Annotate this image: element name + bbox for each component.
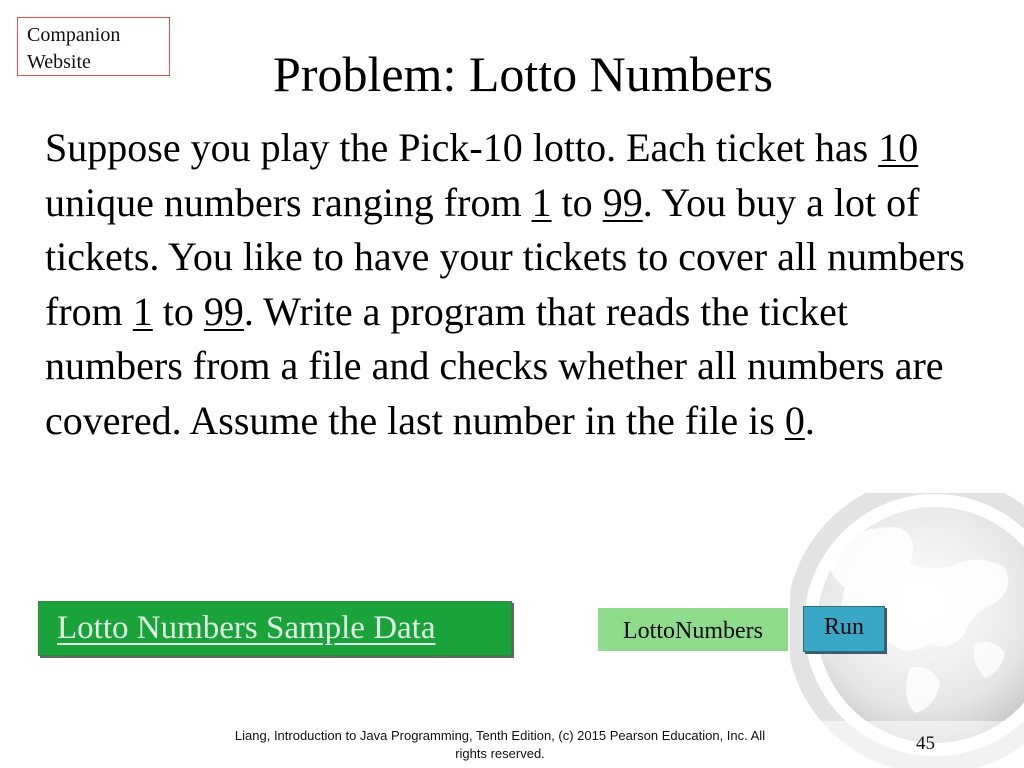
body-text-2: unique numbers ranging from	[45, 179, 532, 225]
lottonumbers-button[interactable]: LottoNumbers	[598, 608, 788, 651]
footer-copyright	[205, 727, 795, 763]
body-number-99: 99	[602, 179, 643, 225]
body-text-4: . You buy a lot of tickets. You like to have your tickets to cover all numbers from	[45, 179, 965, 334]
body-number-1-second: 1	[132, 288, 153, 334]
body-text-7: .	[804, 397, 815, 443]
body-number-99-second: 99	[203, 288, 244, 334]
footer-line-2: rights reserved.	[455, 746, 545, 761]
body-number-10: 10	[878, 125, 919, 170]
lotto-numbers-sample-data-button[interactable]	[38, 601, 512, 656]
companion-line-2: Website	[27, 51, 91, 73]
body-text-1: Suppose you play the Pick-10 lotto. Each ticket has	[45, 125, 879, 170]
body-text-3: to	[551, 179, 603, 225]
body-text-5: to	[152, 288, 204, 334]
problem-description	[45, 121, 995, 448]
body-number-0: 0	[784, 397, 805, 443]
footer-line-1: Liang, Introduction to Java Programming, Tenth Edition, (c) 2015 Pearson Education, Inc. All	[234, 728, 766, 743]
body-text-6: . Write a program that reads the ticket numbers from a file and checks whether all numbers are covered. Assume the last number in the file is	[45, 288, 944, 443]
companion-line-1: Companion	[27, 24, 121, 46]
sample-data-label: Lotto Numbers Sample Data	[57, 610, 436, 646]
page-number: 45	[916, 733, 935, 754]
run-button[interactable]: Run	[803, 606, 885, 652]
slide-title: Problem: Lotto Numbers	[273, 46, 773, 102]
body-number-1: 1	[531, 179, 552, 225]
